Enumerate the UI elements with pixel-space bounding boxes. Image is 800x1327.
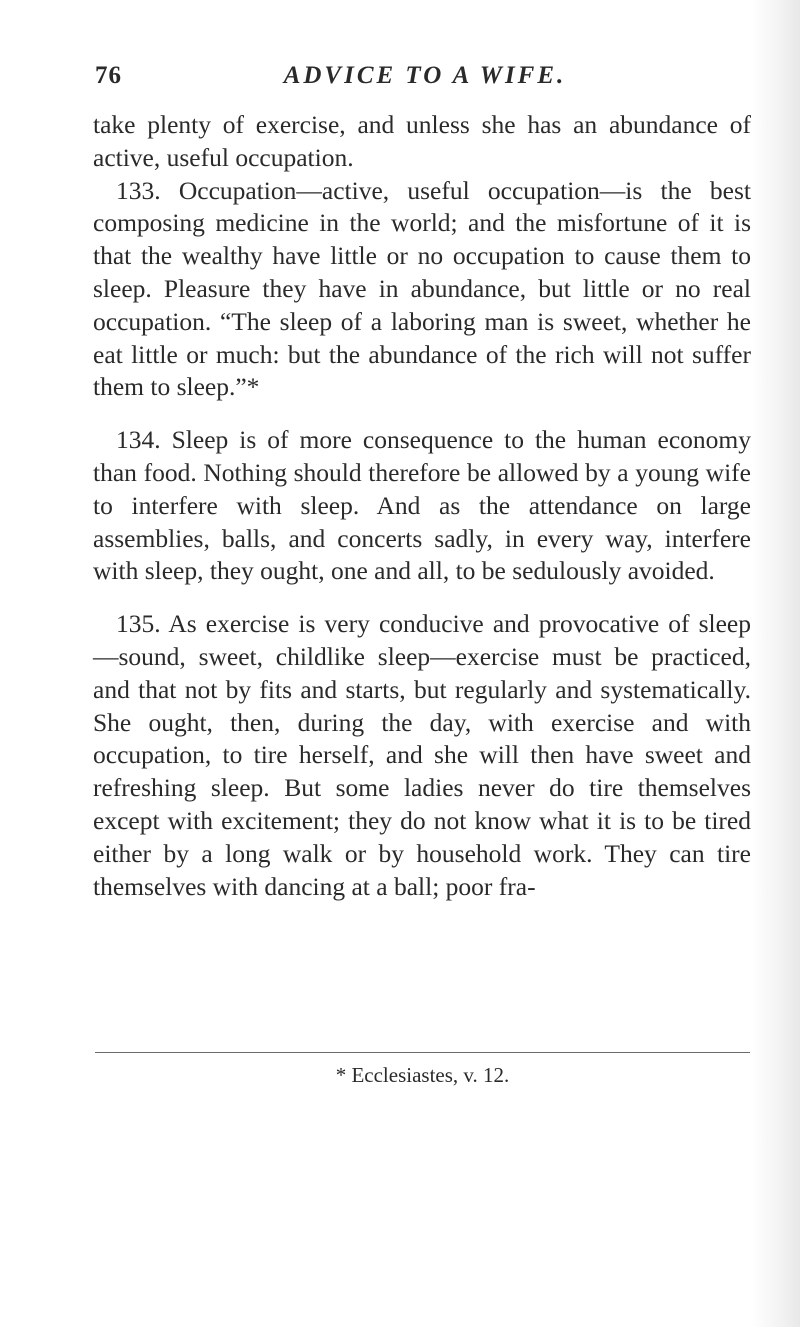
running-title: ADVICE TO A WIFE. <box>283 62 567 89</box>
page-header <box>95 62 755 102</box>
paragraph-134: 134. Sleep is of more consequence to the human economy than food. Nothing should therefore be allowed by a young wife to interfere with sleep. And as the attendance on large assemblies, balls, and concerts sadly, in every way, interfere with sleep, they ought, one and all, to be sedulously avoided. <box>93 425 751 586</box>
paragraph-continuation: take plenty of exercise, and unless she has an abundance of active, useful occupation. <box>93 110 751 172</box>
paragraph-133: 133. Occupation—active, useful occupation—is the best composing medicine in the world; and the misfortune of it is that the wealthy have little or no occupation to cause them to sleep. Pleasure they have in abundance, but little or no real occupation. “The sleep of a laboring man is sweet, whether he eat little or much: but the abundance of the rich will not suffer them to sleep.”* <box>93 175 751 402</box>
body-text <box>93 109 751 903</box>
footnote: * Ecclesiastes, v. 12. <box>335 1063 510 1087</box>
paragraph-135: 135. As exercise is very conducive and provocative of sleep—sound, sweet, childlike sleep—exercise must be practiced, and that not by fits and starts, but regularly and systematically. She ought, then, during the day, with exercise and with occupation, to tire herself, and she will then have sweet and refreshing sleep. But some ladies never do tire themselves except with excitement; they do not know what it is to be tired either by a long walk or by household work. They can tire themselves with dancing at a ball; poor fra- <box>93 609 751 901</box>
page-number: 76 <box>95 62 122 89</box>
footnote-divider <box>95 1052 750 1053</box>
